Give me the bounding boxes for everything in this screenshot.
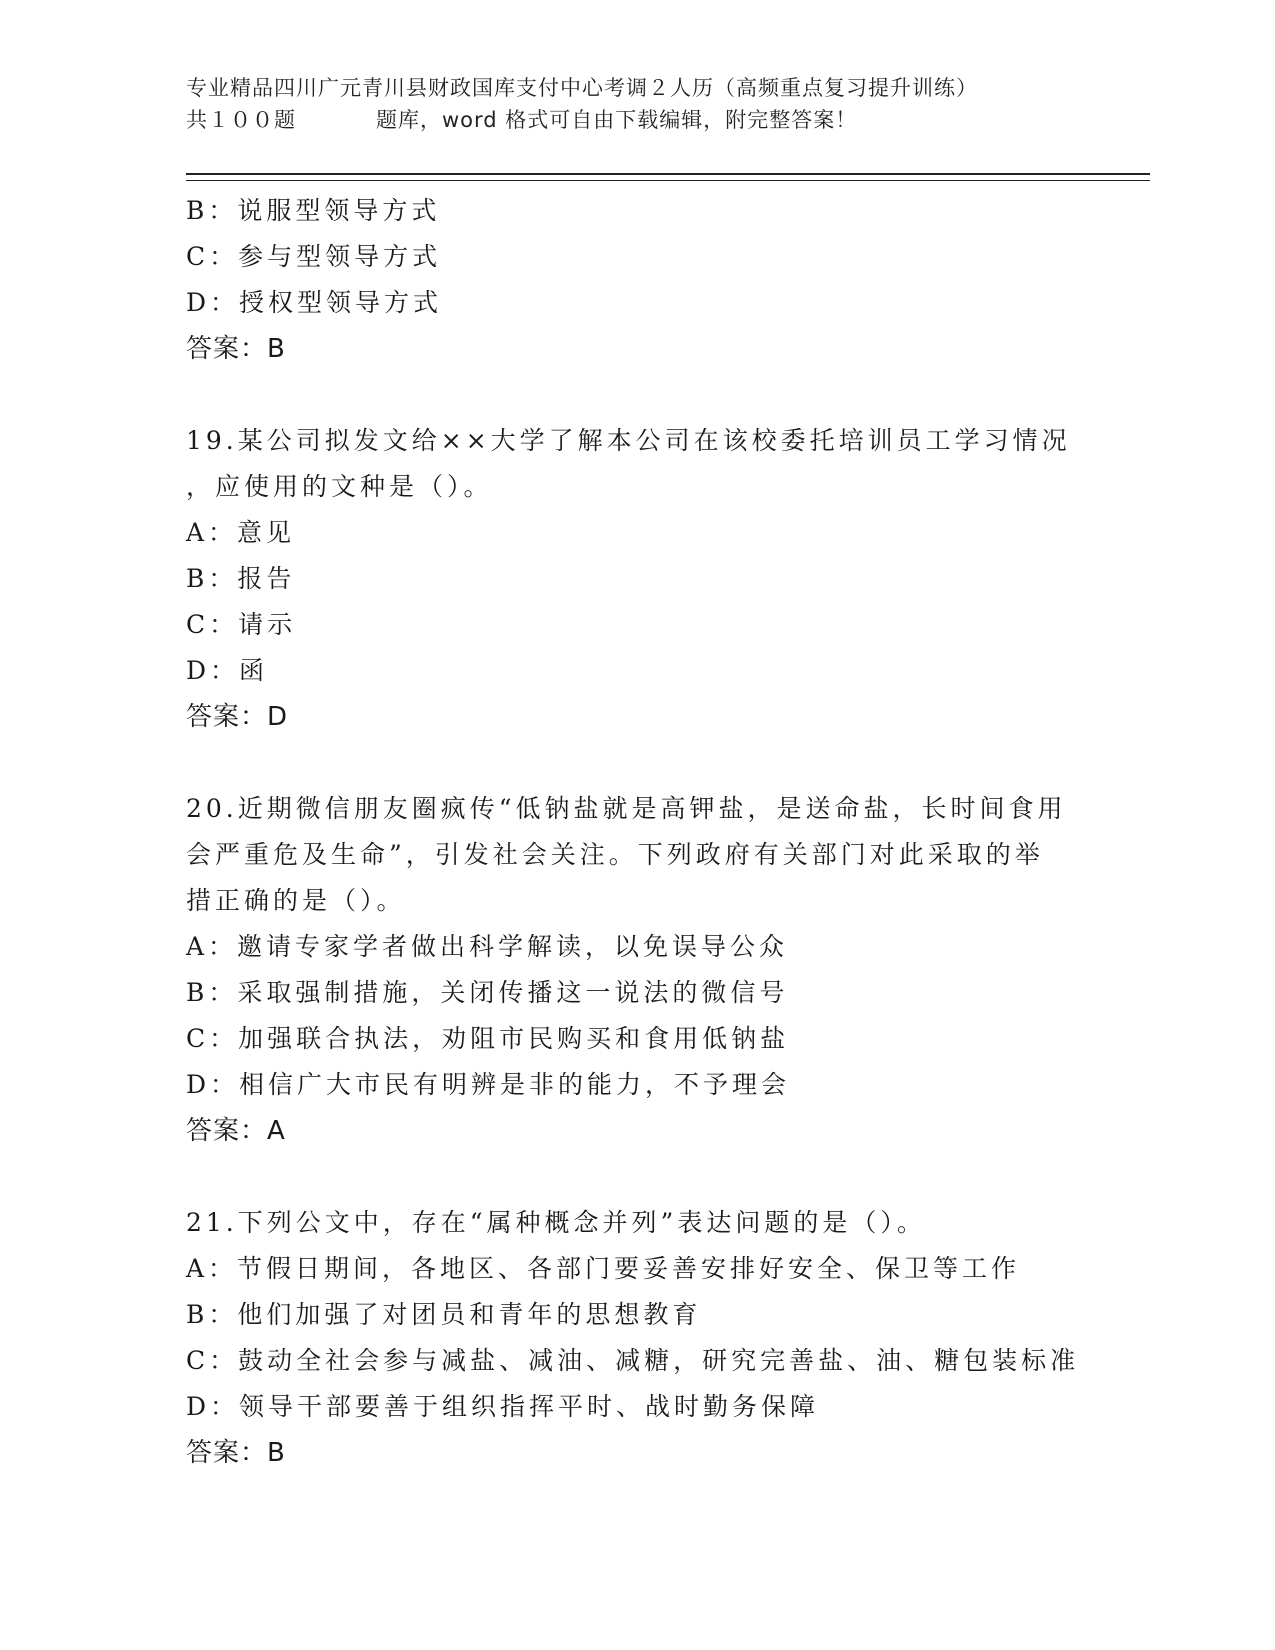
option-d: D：领导干部要善于组织指挥平时、战时勤务保障 [186, 1392, 820, 1421]
option-c: C：鼓动全社会参与减盐、减油、减糖，研究完善盐、油、糖包装标准 [186, 1346, 1080, 1375]
question-21 [186, 1200, 1086, 1476]
document-header [186, 72, 1086, 136]
question-stem-line: 19.某公司拟发文给××大学了解本公司在该校委托培训员工学习情况 [186, 426, 1071, 455]
question-stem-line: 会严重危及生命”，引发社会关注。下列政府有关部门对此采取的举 [186, 840, 1044, 869]
option-d: D：相信广大市民有明辨是非的能力，不予理会 [186, 1070, 791, 1099]
answer-line: 答案：A [186, 1116, 286, 1146]
answer-line: 答案：B [186, 334, 286, 364]
question-19 [186, 418, 1086, 740]
option-b: B：报告 [186, 564, 296, 593]
option-d: D：函 [186, 656, 269, 685]
header-title: 专业精品四川广元青川县财政国库支付中心考调２人历（高频重点复习提升训练） [186, 76, 978, 100]
question-stem-line: 措正确的是（）。 [186, 886, 406, 915]
option-c: C：参与型领导方式 [186, 242, 442, 271]
option-a: A：节假日期间，各地区、各部门要妥善安排好安全、保卫等工作 [186, 1254, 1021, 1283]
header-rule-thick [186, 173, 1150, 175]
header-question-count: 共１００题 [186, 108, 296, 132]
answer-line: 答案：B [186, 1438, 286, 1468]
question-stem-line: 21.下列公文中，存在“属种概念并列”表达问题的是（）。 [186, 1208, 926, 1237]
answer-line: 答案：D [186, 702, 289, 732]
question-20 [186, 786, 1086, 1154]
option-a: A：邀请专家学者做出科学解读，以免误导公众 [186, 932, 789, 961]
question-stem-line: 20.近期微信朋友圈疯传“低钠盐就是高钾盐，是送命盐，长时间食用 [186, 794, 1067, 823]
option-b: B：采取强制措施，关闭传播这一说法的微信号 [186, 978, 789, 1007]
option-b: B：说服型领导方式 [186, 196, 441, 225]
question-18-continued [186, 188, 1086, 372]
header-subtitle [186, 104, 1086, 136]
header-format-note: 题库，word 格式可自由下载编辑，附完整答案！ [376, 108, 858, 132]
option-c: C：请示 [186, 610, 297, 639]
header-rule-thin [186, 180, 1150, 181]
option-b: B：他们加强了对团员和青年的思想教育 [186, 1300, 702, 1329]
option-d: D：授权型领导方式 [186, 288, 443, 317]
option-a: A：意见 [186, 518, 296, 547]
question-stem-line: ，应使用的文种是（）。 [186, 472, 493, 501]
option-c: C：加强联合执法，劝阻市民购买和食用低钠盐 [186, 1024, 790, 1053]
question-content [186, 188, 1086, 1476]
